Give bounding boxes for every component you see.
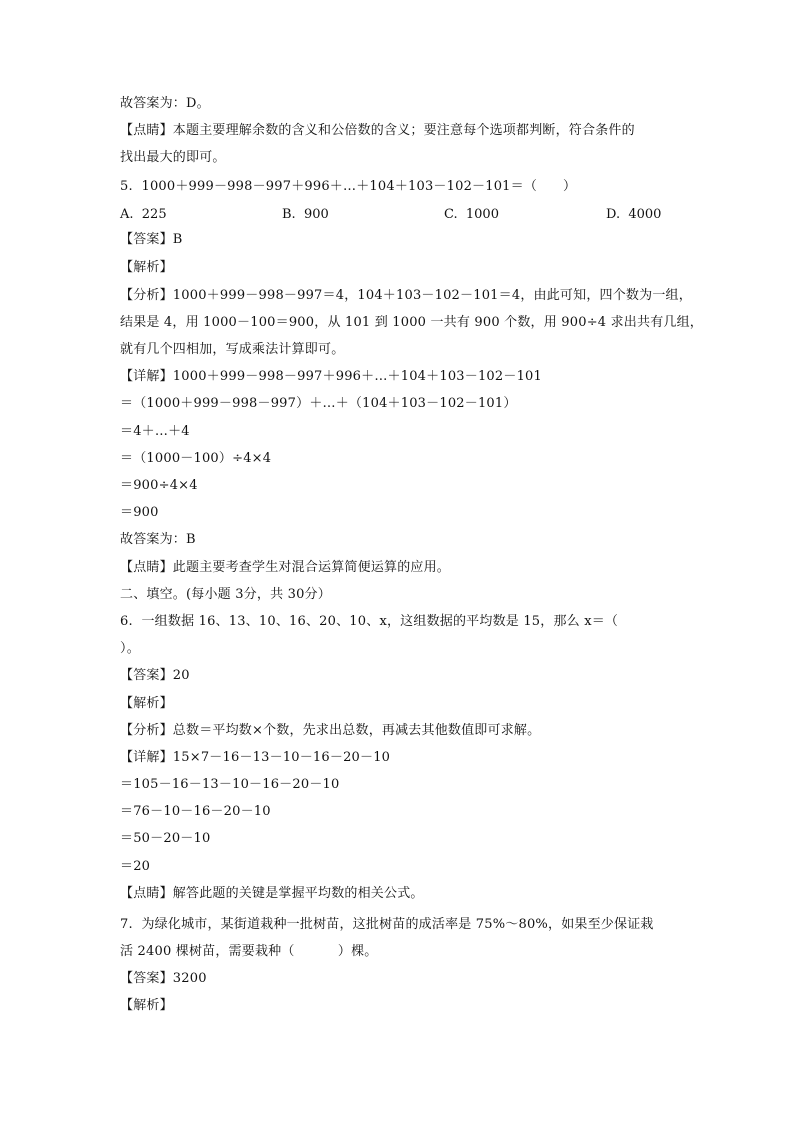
- text-line: 【点睛】此题主要考查学生对混合运算简便运算的应用。: [120, 560, 451, 575]
- text-line: ＝4＋…＋4: [120, 424, 190, 439]
- text-line: ＝50－20－10: [120, 831, 211, 846]
- option-d: D. 4000: [606, 207, 662, 222]
- answer-label: 【答案】B: [120, 232, 183, 247]
- analysis-label: 【解析】: [120, 260, 173, 275]
- option-b: B. 900: [282, 207, 329, 222]
- text-line: ＝900÷4×4: [120, 478, 198, 493]
- text-line: 【点睛】解答此题的关键是掌握平均数的相关公式。: [120, 886, 424, 901]
- answer-label: 【答案】20: [120, 668, 190, 683]
- text-line: 【分析】1000＋999－998－997＝4，104＋103－102－101＝4，由此可知，四个数为一组，: [120, 288, 692, 303]
- question-5: 5. 1000＋999－998－997＋996＋…＋104＋103－102－101＝（ ）: [120, 179, 577, 194]
- question-7: 7. 为绿化城市，某街道栽种一批树苗，这批树苗的成活率是 75%～80%，如果至少保证栽: [120, 917, 654, 932]
- option-a: A. 225: [120, 207, 167, 222]
- text-line: 【点睛】本题主要理解余数的含义和公倍数的含义；要注意每个选项都判断，符合条件的: [120, 123, 635, 138]
- option-c: C. 1000: [444, 207, 499, 222]
- text-line: 结果是 4，用 1000－100＝900，从 101 到 1000 一共有 900 个数，用 900÷4 求出共有几组，: [120, 315, 703, 330]
- text-line: 找出最大的即可。: [120, 150, 226, 165]
- text-line: 【分析】总数＝平均数×个数，先求出总数，再减去其他数值即可求解。: [120, 723, 541, 738]
- answer-label: 【答案】3200: [120, 971, 207, 986]
- text-line: ＝（1000－100）÷4×4: [120, 451, 272, 466]
- text-line: ＝20: [120, 859, 151, 874]
- text-line: ）。: [120, 641, 140, 656]
- text-line: ＝76－10－16－20－10: [120, 804, 271, 819]
- analysis-label: 【解析】: [120, 998, 173, 1013]
- text-line: ＝（1000＋999－998－997）＋…＋（104＋103－102－101）: [120, 396, 517, 411]
- text-line: 故答案为：B: [120, 532, 196, 547]
- text-line: 就有几个四相加，写成乘法计算即可。: [120, 342, 345, 357]
- text-line: 活 2400 棵树苗，需要栽种（ ）棵。: [120, 944, 378, 959]
- text-line: 【详解】1000＋999－998－997＋996＋…＋104＋103－102－101: [120, 369, 542, 384]
- analysis-label: 【解析】: [120, 696, 173, 711]
- section-heading: 二、填空。(每小题 3分，共 30分）: [120, 587, 331, 602]
- question-6: 6. 一组数据 16、13、10、16、20、10、x，这组数据的平均数是 15，那么 x＝（: [120, 614, 619, 629]
- text-line: 【详解】15×7－16－13－10－16－20－10: [120, 750, 391, 765]
- text-line: 故答案为：D。: [120, 96, 210, 111]
- text-line: ＝900: [120, 505, 159, 520]
- text-line: ＝105－16－13－10－16－20－10: [120, 777, 340, 792]
